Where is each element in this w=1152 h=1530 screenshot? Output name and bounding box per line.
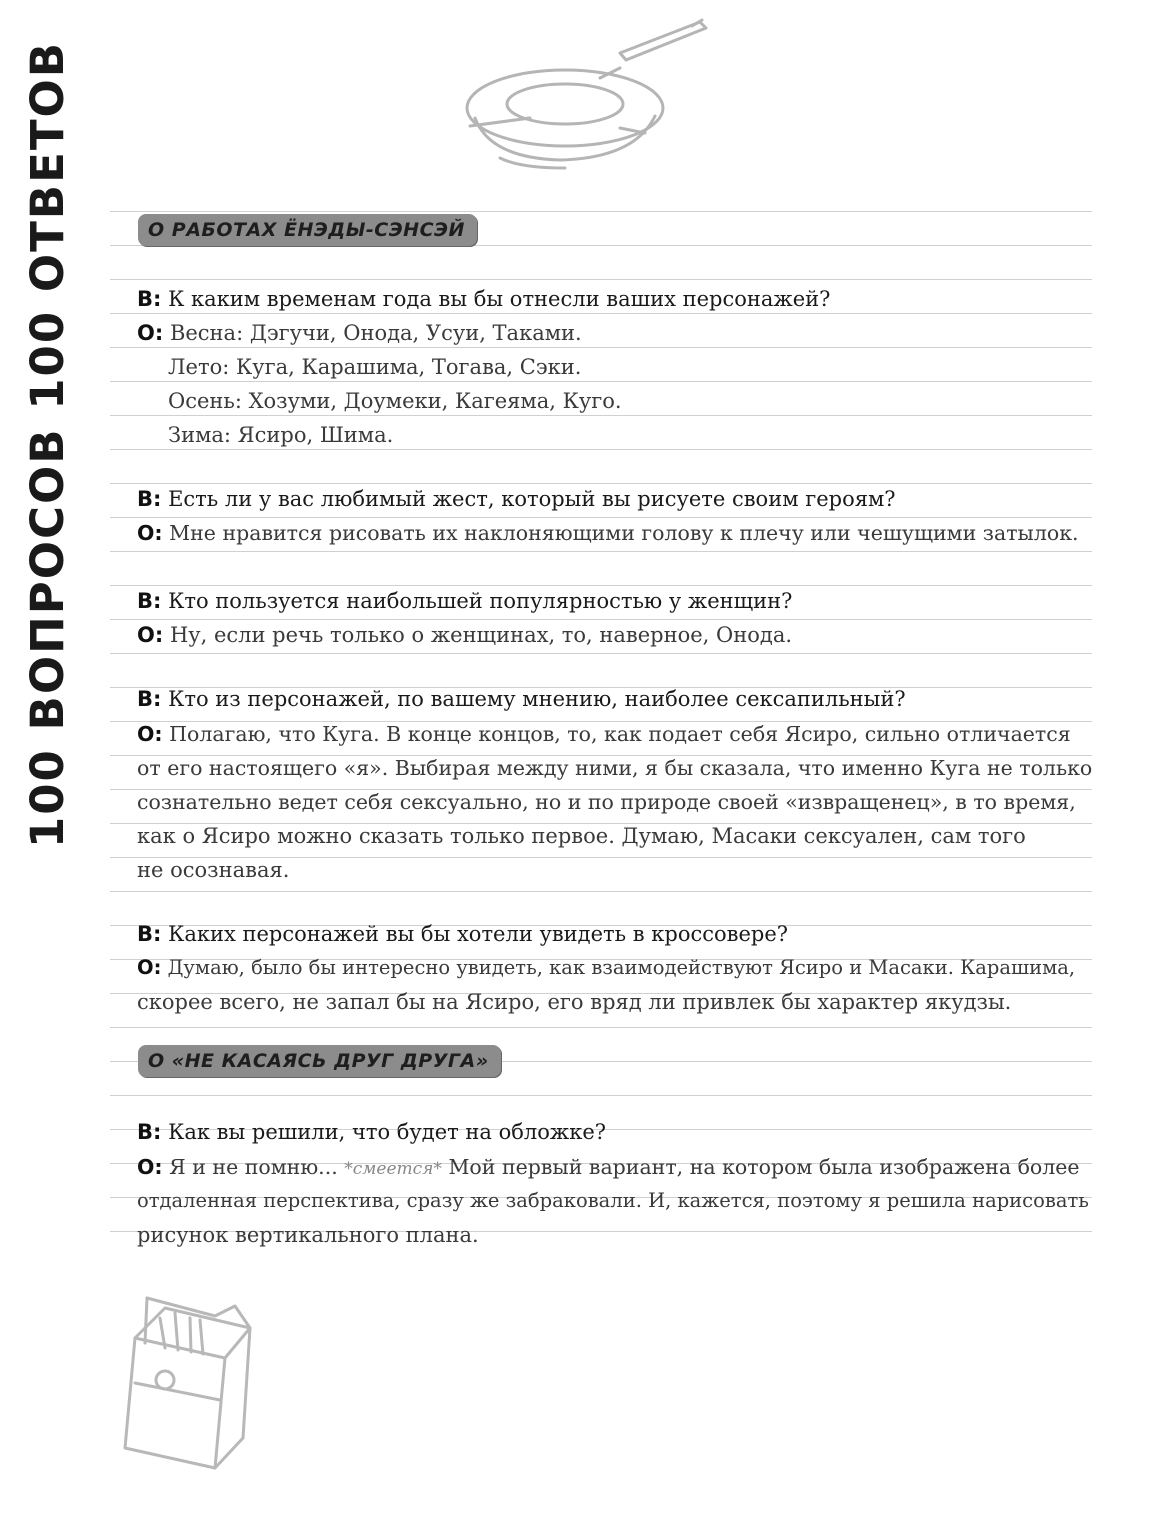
answer-line: О: Полагаю, что Куга. В конце концов, то, как подает себя Ясиро, сильно отличается xyxy=(137,722,1071,746)
side-title xyxy=(8,38,88,850)
question-line: В: Есть ли у вас любимый жест, который вы рисуете своим героям? xyxy=(137,487,896,511)
cigarette-pack-sketch-icon xyxy=(105,1288,265,1483)
section-tag-book: О «НЕ КАСАЯСЬ ДРУГ ДРУГА» xyxy=(138,1045,501,1077)
answer-line: О: Думаю, было бы интересно увидеть, как взаимодействуют Ясиро и Масаки. Карашима, xyxy=(137,956,1076,979)
section-tag-works: О РАБОТАХ ЁНЭДЫ-СЭНСЭЙ xyxy=(138,214,477,246)
question-line: В: Кто из персонажей, по вашему мнению, наиболее сексапильный? xyxy=(137,687,906,711)
answer-line: О: Я и не помню... *смеется* Мой первый вариант, на котором была изображена более xyxy=(137,1155,1080,1179)
answer-line: отдаленная перспектива, сразу же забраковали. И, кажется, поэтому я решила нарисовать xyxy=(137,1189,1089,1212)
answer-line: рисунок вертикального плана. xyxy=(137,1223,479,1247)
answer-line: как о Ясиро можно сказать только первое. Думаю, Масаки сексуален, сам того xyxy=(137,824,1026,848)
answer-line: Осень: Хозуми, Доумеки, Кагеяма, Куго. xyxy=(168,389,622,413)
answer-line: О: Мне нравится рисовать их наклоняющими голову к плечу или чешущими затылок. xyxy=(137,521,1079,545)
question-line: В: Кто пользуется наибольшей популярностью у женщин? xyxy=(137,589,793,613)
answer-line: Зима: Ясиро, Шима. xyxy=(168,423,394,447)
aside-laughs: *смеется* xyxy=(344,1159,442,1179)
answer-line: сознательно ведет себя сексуально, но и по природе своей «извращенец», в то время, xyxy=(137,790,1076,814)
answer-line: О: Весна: Дэгучи, Онода, Усуи, Таками. xyxy=(137,321,582,345)
question-line: В: Каких персонажей вы бы хотели увидеть в кроссовере? xyxy=(137,922,789,946)
answer-line: от его настоящего «я». Выбирая между ними, я бы сказала, что именно Куга не только xyxy=(137,756,1093,780)
answer-line: скорее всего, не запал бы на Ясиро, его вряд ли привлек бы характер якудзы. xyxy=(137,990,1012,1014)
ashtray-sketch-icon xyxy=(460,8,720,178)
question-line: В: К каким временам года вы бы отнесли ваших персонажей? xyxy=(137,287,831,311)
answer-line: Лето: Куга, Карашима, Тогава, Сэки. xyxy=(168,355,582,379)
side-title-text: 100 ВОПРОСОВ 100 ОТВЕТОВ xyxy=(21,40,75,848)
question-line: В: Как вы решили, что будет на обложке? xyxy=(137,1120,607,1144)
answer-line: О: Ну, если речь только о женщинах, то, наверное, Онода. xyxy=(137,623,793,647)
answer-line: не осознавая. xyxy=(137,858,290,882)
